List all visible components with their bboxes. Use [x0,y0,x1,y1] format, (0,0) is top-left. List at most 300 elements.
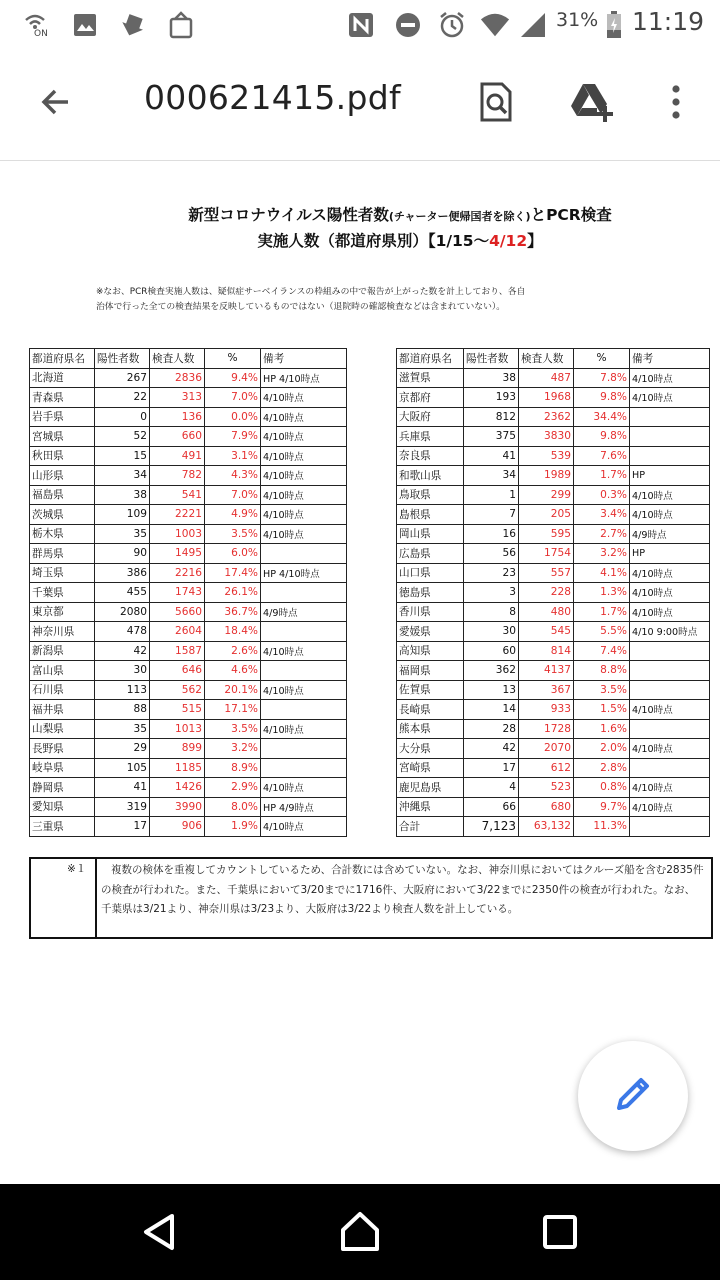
remarks-cell: 4/10時点 [261,817,347,837]
title-part1: 新型コロナウイルス陽性者数 [188,206,389,224]
tested-cell: 5660 [150,602,205,622]
remarks-cell: HP 4/10時点 [261,368,347,388]
tested-cell: 539 [519,446,574,466]
percent-cell: 2.8% [574,758,630,778]
tested-cell: 1754 [519,544,574,564]
tested-cell: 595 [519,524,574,544]
clipboard-icon [166,10,196,40]
title-line2a: 実施人数（都道府県別）【1/15～ [257,232,490,250]
remarks-cell: 4/10時点 [261,524,347,544]
tested-cell: 933 [519,700,574,720]
table-row [397,680,710,700]
remarks-cell: 4/10時点 [261,485,347,505]
remarks-cell: 4/10時点 [261,641,347,661]
column-header: 陽性者数 [95,349,150,369]
remarks-cell: 4/10時点 [261,407,347,427]
column-header: % [574,349,630,369]
back-triangle-icon[interactable] [136,1208,184,1256]
tested-cell: 1587 [150,641,205,661]
doc-title [0,203,720,253]
positive-cell: 812 [464,407,519,427]
positive-cell: 22 [95,388,150,408]
note-line1: ※なお、PCR検査実施人数は、疑似症サーベイランスの枠組みの中で報告が上がった数を計上しており、各自 [96,287,526,297]
percent-cell: 17.1% [205,700,261,720]
dnd-icon [393,10,423,40]
remarks-cell: 4/10時点 [630,368,710,388]
tested-cell: 782 [150,466,205,486]
positive-cell: 23 [464,563,519,583]
footnote-mark: ※１ [67,863,87,875]
prefecture-cell: 長崎県 [397,700,464,720]
tested-cell: 515 [150,700,205,720]
percent-cell: 1.9% [205,817,261,837]
table-row [30,758,347,778]
table-row [397,719,710,739]
column-header: % [205,349,261,369]
prefecture-cell: 群馬県 [30,544,95,564]
prefecture-cell: 東京都 [30,602,95,622]
prefecture-cell: 愛知県 [30,797,95,817]
positive-cell: 0 [95,407,150,427]
tested-cell: 2604 [150,622,205,642]
remarks-cell [261,622,347,642]
table-row [397,524,710,544]
tested-cell: 480 [519,602,574,622]
remarks-cell: 4/10時点 [630,602,710,622]
remarks-cell: 4/10時点 [261,446,347,466]
remarks-cell: 4/10時点 [261,680,347,700]
table-row [397,388,710,408]
table-row [30,817,347,837]
positive-cell: 16 [464,524,519,544]
tested-cell: 1013 [150,719,205,739]
prefecture-cell: 佐賀県 [397,680,464,700]
remarks-cell [261,544,347,564]
prefecture-cell: 奈良県 [397,446,464,466]
remarks-cell [630,758,710,778]
prefecture-cell: 茨城県 [30,505,95,525]
signal-icon [518,10,548,40]
remarks-cell: 4/10時点 [261,388,347,408]
prefecture-cell: 秋田県 [30,446,95,466]
remarks-cell: 4/10 9:00時点 [630,622,710,642]
percent-cell: 4.1% [574,563,630,583]
column-header: 備考 [261,349,347,369]
percent-cell: 9.7% [574,797,630,817]
tested-cell: 1495 [150,544,205,564]
column-header: 陽性者数 [464,349,519,369]
title-date-red: 4/12 [489,232,528,250]
tested-cell: 2836 [150,368,205,388]
remarks-cell [630,817,710,837]
tested-cell: 136 [150,407,205,427]
prefecture-cell: 愛媛県 [397,622,464,642]
percent-cell: 3.5% [205,524,261,544]
positive-cell: 17 [464,758,519,778]
tested-cell: 680 [519,797,574,817]
positive-cell: 88 [95,700,150,720]
positive-cell: 105 [95,758,150,778]
tested-cell: 1968 [519,388,574,408]
prefecture-cell: 青森県 [30,388,95,408]
tested-cell: 3830 [519,427,574,447]
percent-cell: 3.5% [574,680,630,700]
positive-cell: 29 [95,739,150,759]
table-row [30,427,347,447]
positive-cell: 4 [464,778,519,798]
remarks-cell: 4/10時点 [261,427,347,447]
table-row [30,797,347,817]
prefecture-table-left [29,348,347,837]
table-row [30,368,347,388]
tested-cell: 660 [150,427,205,447]
percent-cell: 7.6% [574,446,630,466]
table-row [397,563,710,583]
positive-cell: 56 [464,544,519,564]
tested-cell: 1185 [150,758,205,778]
tested-cell: 1003 [150,524,205,544]
table-row [30,524,347,544]
positive-cell: 7 [464,505,519,525]
positive-cell: 375 [464,427,519,447]
remarks-cell: 4/10時点 [630,388,710,408]
prefecture-cell: 和歌山県 [397,466,464,486]
percent-cell: 9.8% [574,427,630,447]
table-row [30,505,347,525]
image-icon [70,10,100,40]
battery-percent: 31% [556,9,599,31]
positive-cell: 66 [464,797,519,817]
remarks-cell: HP [630,466,710,486]
percent-cell: 7.0% [205,388,261,408]
tested-cell: 545 [519,622,574,642]
positive-cell: 113 [95,680,150,700]
wifi-icon [480,10,510,40]
positive-cell: 35 [95,524,150,544]
positive-cell: 2080 [95,602,150,622]
table-row [397,778,710,798]
positive-cell: 60 [464,641,519,661]
table-row [397,622,710,642]
table-row [397,407,710,427]
table-row [397,797,710,817]
positive-cell: 319 [95,797,150,817]
remarks-cell [630,446,710,466]
percent-cell: 8.0% [205,797,261,817]
tested-cell: 205 [519,505,574,525]
table-row [30,466,347,486]
percent-cell: 1.7% [574,466,630,486]
positive-cell: 13 [464,680,519,700]
positive-cell: 30 [95,661,150,681]
percent-cell: 1.5% [574,700,630,720]
percent-cell: 0.0% [205,407,261,427]
remarks-cell [261,739,347,759]
table-row [397,427,710,447]
table-row [397,817,710,837]
prefecture-cell: 福島県 [30,485,95,505]
tested-cell: 4137 [519,661,574,681]
tested-cell: 491 [150,446,205,466]
percent-cell: 9.4% [205,368,261,388]
doc-note [96,285,596,315]
percent-cell: 3.2% [205,739,261,759]
positive-cell: 17 [95,817,150,837]
positive-cell: 52 [95,427,150,447]
remarks-cell: 4/10時点 [630,583,710,603]
remarks-cell: 4/10時点 [261,719,347,739]
prefecture-cell: 岐阜県 [30,758,95,778]
positive-cell: 42 [95,641,150,661]
positive-cell: 15 [95,446,150,466]
tested-cell: 541 [150,485,205,505]
alarm-icon [437,10,467,40]
battery-icon [603,10,625,40]
percent-cell: 1.7% [574,602,630,622]
back-arrow-icon[interactable] [30,76,82,128]
doc-title-line1 [0,203,720,229]
prefecture-table-right [396,348,710,837]
remarks-cell: HP [630,544,710,564]
add-to-drive-icon[interactable] [566,76,618,128]
table-row [30,602,347,622]
remarks-cell [630,680,710,700]
table-row [30,641,347,661]
table-row [30,700,347,720]
remarks-cell: 4/10時点 [261,505,347,525]
tested-cell: 2070 [519,739,574,759]
tested-cell: 367 [519,680,574,700]
positive-cell: 28 [464,719,519,739]
percent-cell: 17.4% [205,563,261,583]
tested-cell: 814 [519,641,574,661]
percent-cell: 2.7% [574,524,630,544]
positive-cell: 14 [464,700,519,720]
table-row [30,388,347,408]
remarks-cell [261,758,347,778]
prefecture-cell: 石川県 [30,680,95,700]
tested-cell: 1989 [519,466,574,486]
more-vert-icon[interactable] [650,76,702,128]
table-row [397,602,710,622]
positive-cell: 38 [95,485,150,505]
nfc-icon [346,10,376,40]
remarks-cell [261,583,347,603]
tested-cell: 1743 [150,583,205,603]
prefecture-cell: 京都府 [397,388,464,408]
tested-cell: 313 [150,388,205,408]
remarks-cell [630,661,710,681]
table-row [397,505,710,525]
remarks-cell: 4/10時点 [630,485,710,505]
prefecture-cell: 岡山県 [397,524,464,544]
table-row [397,544,710,564]
tested-cell: 2221 [150,505,205,525]
footnote-mark-cell [31,859,97,937]
percent-cell: 3.1% [205,446,261,466]
percent-cell: 26.1% [205,583,261,603]
percent-cell: 5.5% [574,622,630,642]
prefecture-cell: 山梨県 [30,719,95,739]
remarks-cell [630,427,710,447]
prefecture-cell: 北海道 [30,368,95,388]
table-row [30,485,347,505]
prefecture-cell: 香川県 [397,602,464,622]
edit-fab-button[interactable] [578,1041,688,1151]
tested-cell: 63,132 [519,817,574,837]
table-row [397,758,710,778]
table-row [397,661,710,681]
percent-cell: 7.9% [205,427,261,447]
percent-cell: 7.8% [574,368,630,388]
positive-cell: 3 [464,583,519,603]
prefecture-cell: 宮城県 [30,427,95,447]
positive-cell: 41 [95,778,150,798]
prefecture-cell: 宮崎県 [397,758,464,778]
table-row [30,446,347,466]
prefecture-cell: 三重県 [30,817,95,837]
percent-cell: 1.6% [574,719,630,739]
table-row [397,485,710,505]
positive-cell: 478 [95,622,150,642]
column-header: 備考 [630,349,710,369]
percent-cell: 8.8% [574,661,630,681]
percent-cell: 11.3% [574,817,630,837]
table-row [30,544,347,564]
search-document-icon[interactable] [470,76,522,128]
table-row [30,719,347,739]
table-row [397,446,710,466]
table-header-row [397,349,710,369]
table-row [397,700,710,720]
table-row [397,641,710,661]
positive-cell: 34 [464,466,519,486]
footnote-text: 複数の検体を重複してカウントしているため、合計数には含めていない。なお、神奈川県においてはクルーズ船を含む2835件の検査が行われた。また、千葉県において3/20までに1716件、大阪府において3/22までに2350件の検査が行われた。なお、千葉県は3/21より、神奈川県は3/23より、大阪府は3/22より検査人数を計上している。 [101,864,704,915]
tested-cell: 299 [519,485,574,505]
doc-title-line2 [0,229,720,253]
clock: 11:19 [632,7,705,36]
recents-icon[interactable] [536,1208,584,1256]
percent-cell: 4.6% [205,661,261,681]
remarks-cell: 4/9時点 [261,602,347,622]
percent-cell: 0.3% [574,485,630,505]
prefecture-cell: 山口県 [397,563,464,583]
remarks-cell: HP 4/9時点 [261,797,347,817]
prefecture-cell: 滋賀県 [397,368,464,388]
download-icon [118,10,148,40]
tested-cell: 1728 [519,719,574,739]
prefecture-cell: 長野県 [30,739,95,759]
positive-cell: 42 [464,739,519,759]
remarks-cell: 4/10時点 [630,700,710,720]
title-part2: とPCR検査 [530,206,612,224]
percent-cell: 0.8% [574,778,630,798]
document-title: 000621415.pdf [144,78,401,117]
remarks-cell: 4/9時点 [630,524,710,544]
positive-cell: 38 [464,368,519,388]
prefecture-cell: 島根県 [397,505,464,525]
navigation-bar [0,1184,720,1280]
percent-cell: 4.9% [205,505,261,525]
percent-cell: 3.2% [574,544,630,564]
prefecture-cell: 静岡県 [30,778,95,798]
prefecture-cell: 合計 [397,817,464,837]
table-row [397,583,710,603]
tested-cell: 646 [150,661,205,681]
tested-cell: 899 [150,739,205,759]
home-icon[interactable] [336,1208,384,1256]
column-header: 都道府県名 [30,349,95,369]
table-row [30,739,347,759]
prefecture-cell: 鳥取県 [397,485,464,505]
tested-cell: 612 [519,758,574,778]
remarks-cell: 4/10時点 [630,505,710,525]
remarks-cell: 4/10時点 [630,739,710,759]
prefecture-cell: 岩手県 [30,407,95,427]
percent-cell: 7.4% [574,641,630,661]
remarks-cell: 4/10時点 [261,778,347,798]
remarks-cell: 4/10時点 [630,563,710,583]
title-line2b: 】 [527,232,543,250]
percent-cell: 36.7% [205,602,261,622]
percent-cell: 3.5% [205,719,261,739]
percent-cell: 2.9% [205,778,261,798]
remarks-cell [630,407,710,427]
percent-cell: 20.1% [205,680,261,700]
remarks-cell: HP 4/10時点 [261,563,347,583]
tested-cell: 523 [519,778,574,798]
table-row [397,466,710,486]
status-bar [0,0,720,50]
prefecture-cell: 福岡県 [397,661,464,681]
table-row [30,407,347,427]
prefecture-cell: 千葉県 [30,583,95,603]
prefecture-cell: 広島県 [397,544,464,564]
tested-cell: 562 [150,680,205,700]
remarks-cell: 4/10時点 [630,797,710,817]
positive-cell: 30 [464,622,519,642]
prefecture-cell: 徳島県 [397,583,464,603]
prefecture-cell: 富山県 [30,661,95,681]
app-bar [0,50,720,161]
table-row [30,778,347,798]
prefecture-cell: 新潟県 [30,641,95,661]
positive-cell: 34 [95,466,150,486]
prefecture-cell: 高知県 [397,641,464,661]
prefecture-cell: 兵庫県 [397,427,464,447]
table-row [30,680,347,700]
prefecture-cell: 熊本県 [397,719,464,739]
positive-cell: 90 [95,544,150,564]
positive-cell: 386 [95,563,150,583]
title-small: (チャーター便帰国者を除く) [388,210,531,223]
positive-cell: 1 [464,485,519,505]
positive-cell: 8 [464,602,519,622]
wifi-calling-label: ON [34,29,48,39]
tested-cell: 487 [519,368,574,388]
remarks-cell: 4/10時点 [261,466,347,486]
prefecture-cell: 神奈川県 [30,622,95,642]
prefecture-cell: 鹿児島県 [397,778,464,798]
positive-cell: 109 [95,505,150,525]
percent-cell: 34.4% [574,407,630,427]
positive-cell: 35 [95,719,150,739]
tested-cell: 2362 [519,407,574,427]
tested-cell: 557 [519,563,574,583]
table-header-row [30,349,347,369]
column-header: 検査人数 [519,349,574,369]
prefecture-cell: 埼玉県 [30,563,95,583]
